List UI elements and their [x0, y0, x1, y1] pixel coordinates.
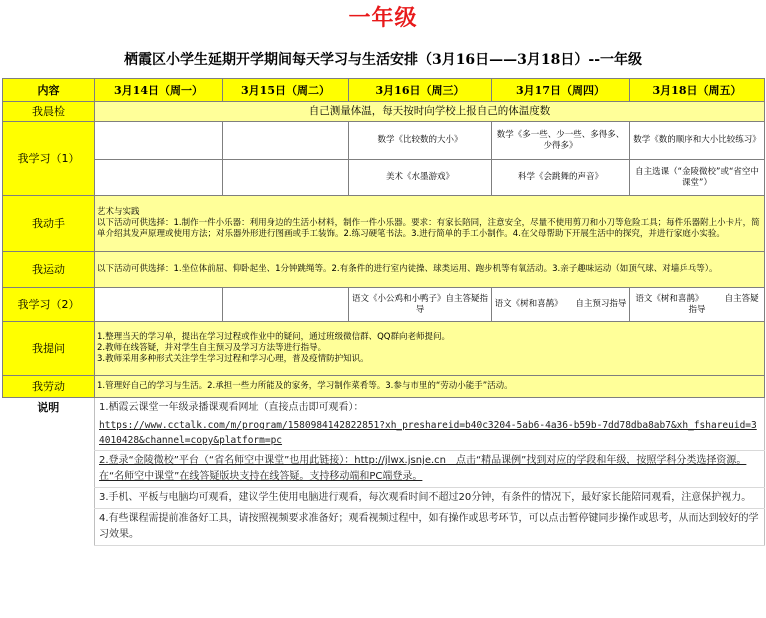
header-content: 内容 [3, 79, 95, 102]
row-note2 [3, 451, 765, 488]
study1-fri: 数学《数的顺序和大小比较练习》 [630, 122, 765, 160]
header-mon: 3月14日（周一） [95, 79, 223, 102]
row-note3 [3, 488, 765, 509]
row-labor [3, 376, 765, 398]
morning-text: 自己测量体温，每天按时向学校上报自己的体温度数 [95, 102, 765, 122]
note-3: 3.手机、平板与电脑均可观看，建议学生使用电脑进行观看，每次观看时间不超过20分钟，有条件的情况下，最好家长能陪同观看，注意保护视力。 [95, 488, 765, 509]
label-sport: 我运动 [3, 252, 95, 288]
sport-text: 以下活动可供选择：1.坐位体前屈、仰卧起坐、1分钟跳绳等。2.有条件的进行室内徒操、球类运用、跑步机等有氧活动。3.亲子趣味运动（如顶气球、对墙乒乓等）。 [95, 252, 765, 288]
study1b-fri: 自主选课（“金陵微校”或“省空中课堂”） [630, 160, 765, 196]
label-notes: 说明 [3, 398, 95, 451]
study1b-thu: 科学《会跳舞的声音》 [492, 160, 630, 196]
study2-thu: 语文《树和喜鹊》 自主预习指导 [492, 288, 630, 322]
label-ask: 我提问 [3, 322, 95, 376]
study1b-wed: 美术《水墨游戏》 [349, 160, 492, 196]
schedule-title: 栖霞区小学生延期开学期间每天学习与生活安排（3月16日——3月18日）--一年级 [123, 52, 643, 68]
label-morning: 我晨检 [3, 102, 95, 122]
hands-text: 艺术与实践 以下活动可供选择：1.制作一件小乐器：利用身边的生活小材料，制作一件小乐器。要求：有家长陪同，注意安全，尽量不使用剪刀和小刀等危险工具；每件乐器附上小卡片，简单介绍其发声原理或使用方法；对乐器外形进行图画或手工装饰。2.练习硬笔书法。3.进行简单的手工小制作。4.在父母帮助下开展生活中的探究，并进行家庭小实验。 [95, 196, 765, 252]
row-study2 [3, 288, 765, 322]
ask-text: 1.整理当天的学习单，提出在学习过程或作业中的疑问，通过班级微信群、QQ群向老师提问。 2.教师在线答疑，并对学生自主预习及学习方法等进行指导。 3.教师采用多种形式关注学生学习过程和学习心理，普及疫情防护知识。 [95, 322, 765, 376]
row-hands [3, 196, 765, 252]
header-row [3, 79, 765, 102]
study1-thu: 数学《多一些、少一些、多得多、少得多》 [492, 122, 630, 160]
row-study1 [3, 122, 765, 160]
label-labor: 我劳动 [3, 376, 95, 398]
header-tue: 3月15日（周二） [223, 79, 349, 102]
row-note1 [3, 398, 765, 451]
row-note4 [3, 509, 765, 546]
study1-wed: 数学《比较数的大小》 [349, 122, 492, 160]
note-2[interactable]: 2.登录“金陵微校”平台（“省名师空中课堂”也用此链接）：http://jlwx.jsnje.cn 点击“精品课例”找到对应的学段和年级，按照学科分类选择资源。在“名师空中课堂”在线答疑版块支持在线答疑。支持移动端和PC端登录。 [95, 451, 765, 488]
note-4: 4.有些课程需提前准备好工具，请按照视频要求准备好；观看视频过程中，如有操作或思考环节，可以点击暂停键同步操作或思考，从而达到较好的学习效果。 [95, 509, 765, 546]
header-thu: 3月17日（周四） [492, 79, 630, 102]
header-fri: 3月18日（周五） [630, 79, 765, 102]
page-title: 一年级 [348, 6, 418, 31]
row-ask [3, 322, 765, 376]
study2-wed: 语文《小公鸡和小鸭子》自主答疑指导 [349, 288, 492, 322]
row-study1b [3, 160, 765, 196]
header-wed: 3月16日（周三） [349, 79, 492, 102]
schedule-table [2, 78, 765, 546]
labor-text: 1.管理好自己的学习与生活。2.承担一些力所能及的家务，学习制作菜肴等。3.参与市里的“劳动小能手”活动。 [95, 376, 765, 398]
note-1-text: 1.栖霞云课堂一年级录播课观看网址（直接点击即可观看）： [99, 402, 364, 413]
row-morning [3, 102, 765, 122]
label-study2: 我学习（2） [3, 288, 95, 322]
cctalk-link[interactable]: https://www.cctalk.com/m/program/1580984142822851?xh_preshareid=b40c3204-5ab6-4a36-b59b-7dd78dba8ab7&xh_fshareuid=34010428&channel=copy&platform=pc [99, 420, 757, 446]
study2-fri: 语文《树和喜鹊》 自主答疑指导 [630, 288, 765, 322]
note-1 [95, 398, 765, 451]
row-sport [3, 252, 765, 288]
label-hands: 我动手 [3, 196, 95, 252]
label-study1: 我学习（1） [3, 122, 95, 196]
